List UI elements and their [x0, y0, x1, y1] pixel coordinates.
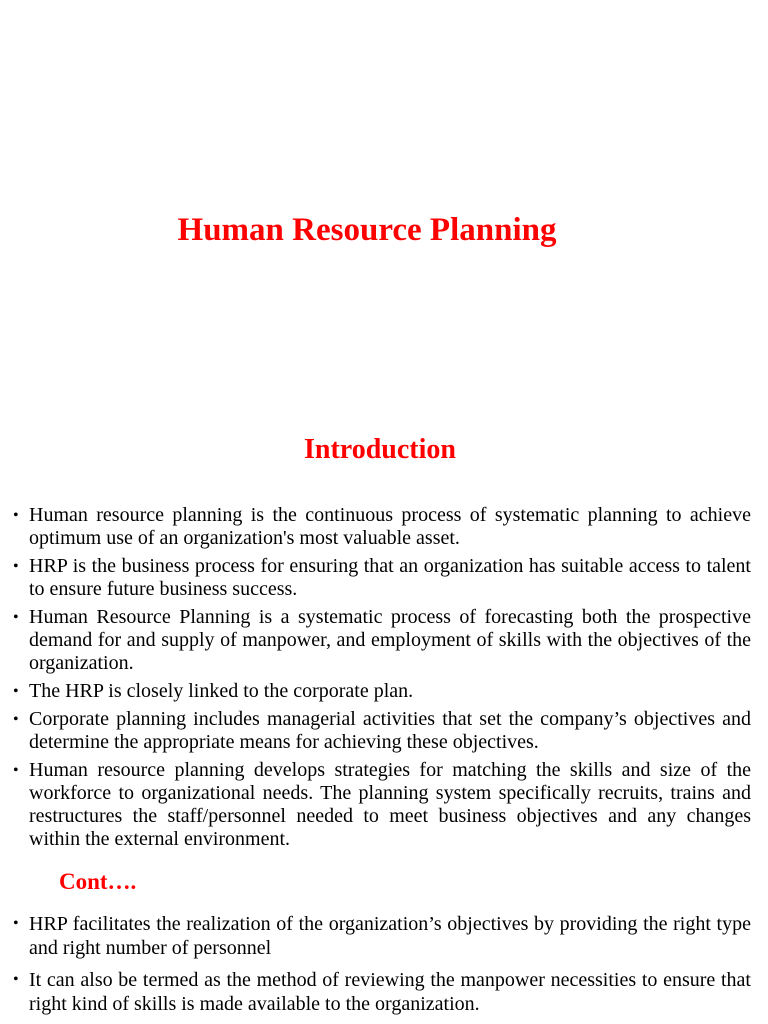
bullet-text: Human resource planning is the continuous process of systematic planning to achieve optimum use of an organization's most valuable asset.	[29, 504, 751, 549]
slide-title: Human Resource Planning	[177, 212, 557, 248]
list-item	[13, 912, 751, 960]
bullet-text: Human Resource Planning is a systematic process of forecasting both the prospective demand for and supply of manpower, and employment of skills with the objectives of the organization.	[29, 606, 751, 674]
bullet-icon: •	[13, 762, 19, 779]
bullet-icon: •	[13, 915, 19, 932]
list-item	[13, 708, 751, 754]
cont-heading: Cont….	[59, 869, 137, 894]
bullet-text: Corporate planning includes managerial activities that set the company’s objectives and determine the appropriate means for achieving these objectives.	[29, 708, 751, 753]
list-item	[13, 968, 751, 1016]
bullet-text: HRP facilitates the realization of the organization’s objectives by providing the right type and right number of personnel	[29, 913, 751, 959]
introduction-heading: Introduction	[304, 434, 456, 465]
introduction-bullet-list	[13, 504, 751, 856]
bullet-icon: •	[13, 971, 19, 988]
bullet-text: Human resource planning develops strategies for matching the skills and size of the workforce to organizational needs. The planning system specifically recruits, trains and restructures the staff/personnel needed to meet business objectives and any changes within the external environment.	[29, 759, 751, 850]
list-item	[13, 504, 751, 550]
list-item	[13, 555, 751, 601]
list-item	[13, 606, 751, 675]
bullet-icon: •	[13, 609, 19, 626]
bullet-icon: •	[13, 558, 19, 575]
list-item	[13, 680, 751, 703]
bullet-icon: •	[13, 711, 19, 728]
cont-bullet-list	[13, 912, 751, 1024]
bullet-text: The HRP is closely linked to the corporate plan.	[29, 680, 414, 702]
bullet-icon: •	[13, 507, 19, 524]
list-item	[13, 759, 751, 851]
bullet-text: It can also be termed as the method of reviewing the manpower necessities to ensure that right kind of skills is made available to the organization.	[29, 969, 751, 1015]
bullet-icon: •	[13, 683, 19, 700]
bullet-text: HRP is the business process for ensuring that an organization has suitable access to talent to ensure future business success.	[29, 555, 751, 600]
